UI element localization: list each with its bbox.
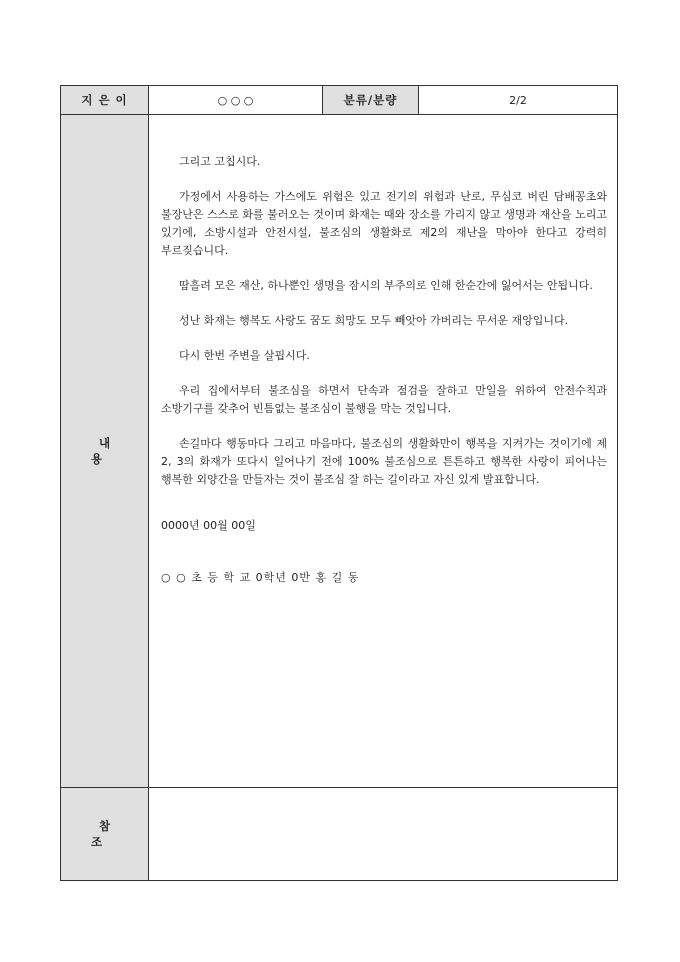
category-label: 분류/분량	[323, 86, 419, 115]
category-value: 2/2	[419, 86, 618, 115]
content-label	[61, 115, 149, 788]
reference-label-text: 참 조	[90, 819, 127, 849]
reference-label	[61, 788, 149, 881]
reference-value	[149, 788, 618, 881]
reference-row	[61, 788, 618, 881]
author-label: 지 은 이	[61, 86, 149, 115]
paragraph-3: 땀흘려 모은 재산, 하나뿐인 생명을 잠시의 부주의로 인해 한순간에 잃어서는 안됩니다.	[179, 279, 593, 292]
signature-line: ○ ○ 초 등 학 교 0학년 0반 홍 길 동	[161, 571, 360, 584]
author-value: ○ ○ ○	[149, 86, 323, 115]
paragraph-5: 다시 한번 주변을 살핍시다.	[179, 349, 310, 362]
content-row	[61, 115, 618, 788]
header-row	[61, 86, 618, 115]
paragraph-1: 그리고 고칩시다.	[179, 155, 261, 168]
document-form-table	[60, 85, 618, 881]
date-line: 0000년 00월 00일	[161, 519, 256, 532]
paragraph-6: 우리 집에서부터 불조심을 하면서 단속과 점검을 잘하고 만일을 위하여 안전수칙과 소방기구를 갖추어 빈틈없는 불조심이 불행을 막는 것입니다.	[161, 384, 607, 415]
content-label-text: 내 용	[90, 436, 127, 466]
paragraph-2: 가정에서 사용하는 가스에도 위험은 있고 전기의 위험과 난로, 무심코 버린 담배꽁초와 불장난은 스스로 화를 불러오는 것이며 화재는 때와 장소를 가리지 않고 생명과 재산을 노리고 있기에, 소방시설과 안전시설, 불조심의 생활화로 제2의 재난을 막아야 한다고 강력히 부르짖습니다.	[161, 190, 607, 257]
paragraph-4: 성난 화재는 행복도 사랑도 꿈도 희망도 모두 빼앗아 가버리는 무서운 재앙입니다.	[179, 314, 569, 327]
content-body	[149, 115, 618, 788]
content-text-block	[149, 115, 617, 587]
paragraph-7: 손길마다 행동마다 그리고 마음마다, 불조심의 생활화만이 행복을 지켜가는 것이기에 제 2, 3의 화재가 또다시 일어나기 전에 100% 불조심으로 튼튼하고 행복한 사랑이 피어나는 행복한 외양간을 만들자는 것이 불조심 잘 하는 길이라고 자신 있게 발표합니다.	[161, 437, 607, 486]
